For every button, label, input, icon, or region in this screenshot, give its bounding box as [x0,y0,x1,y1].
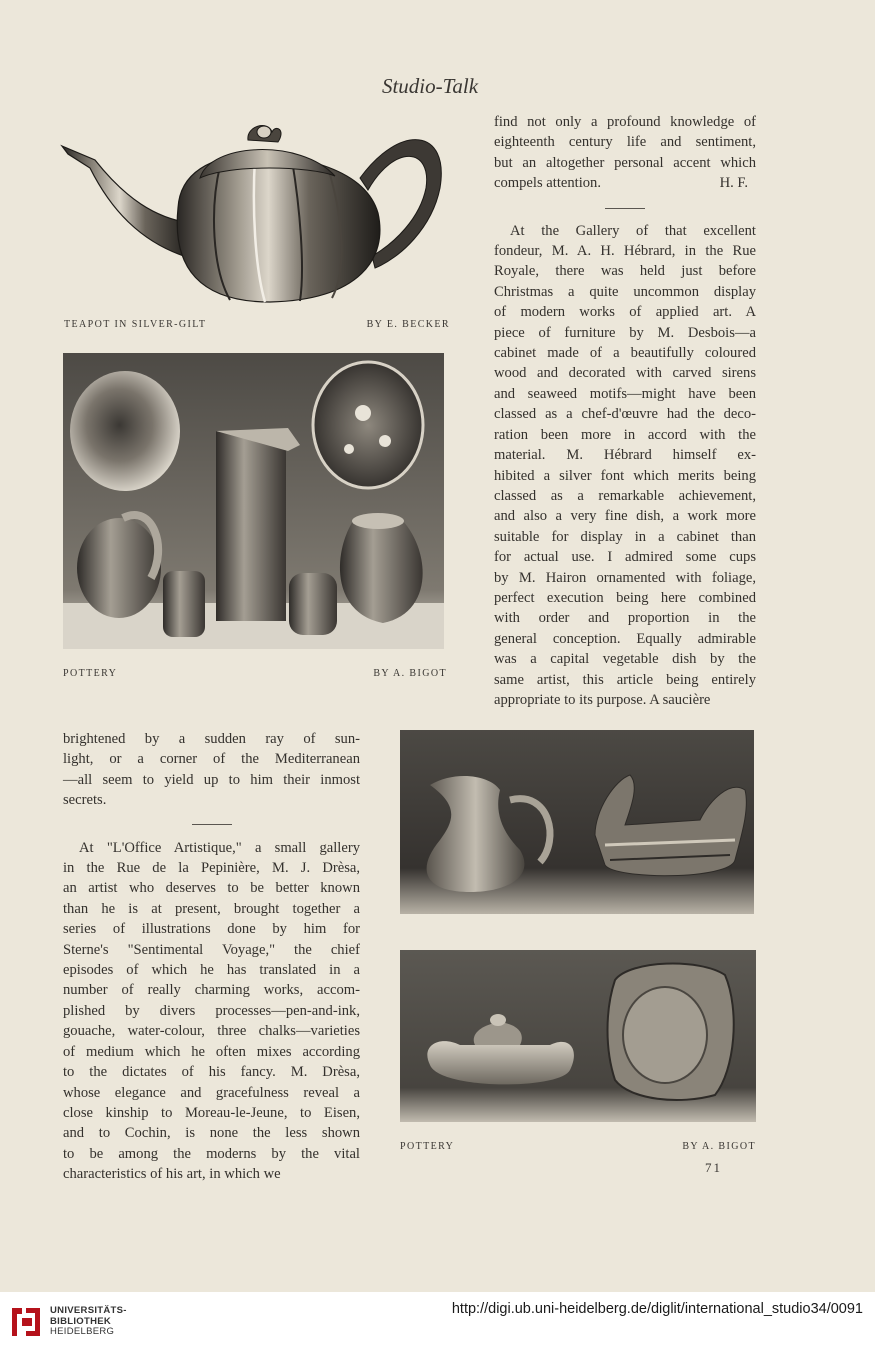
teapot-figure [60,118,450,333]
pottery-group-caption-right: BY A. BIGOT [373,668,447,679]
text-line: appropriate to its purpose. A saucière [494,691,711,708]
text-line: secrets. [63,792,107,809]
running-title: Studio-Talk [381,74,479,98]
teapot-image [60,118,450,308]
text-line: whose elegance and gracefulness reveal a [63,1084,360,1101]
text-line: wood and decorated with carved sirens [494,365,756,382]
text-line: material. M. Hébrard himself ex- [494,447,756,464]
text-line: of modern works of applied art. A [494,304,756,321]
text-line: than he is at present, brought together a [63,900,360,917]
text-line: Royale, there was held just before [494,263,756,280]
pottery-pair-figure [400,730,756,1160]
text-line: to the dictates of his fancy. M. Drèsa, [63,1064,360,1081]
text-line: and also a very fine dish, a work more [494,508,756,525]
text-line: At the Gallery of that excellent [510,222,756,239]
text-line: find not only a profound knowledge of [494,114,756,130]
teapot-caption-right: BY E. BECKER [366,319,450,330]
dresa-paragraph [63,838,360,1185]
page-number: 71 [705,1160,722,1175]
section-divider [605,208,645,209]
library-name-line: UNIVERSITÄTS- [50,1305,127,1316]
intro-paragraph [494,112,756,194]
text-line: At "L'Office Artistique," a small gallery [79,839,360,856]
section-divider-left [192,824,232,825]
author-signature: H. F. [719,175,748,192]
teapot-caption-left: TEAPOT IN SILVER-GILT [64,319,207,330]
text-line: and to Cochin, is none the less shown [63,1125,360,1142]
pottery-jug-basket-photo [400,730,754,914]
text-line: perfect execution being here combined [494,589,756,606]
jug-basket-image [400,730,754,914]
text-line: classed as a chef-d'œuvre had the deco- [494,406,756,423]
pottery-group-figure [63,353,447,685]
text-line: cabinet made of a beautifully coloured [494,345,756,362]
text-line: for actual use. I admired some cups [494,549,756,566]
pottery-bowl-dish-photo [400,950,756,1122]
text-line: same artist, this article being entirely [494,671,756,688]
text-line: fondeur, M. A. H. Hébrard, in the Rue [494,243,756,260]
text-line: with order and proportion in the [494,610,756,627]
text-line: piece of furniture by M. Desbois—a [494,324,756,341]
text-line: general conception. Equally admirable [494,630,756,647]
text-line: brightened by a sudden ray of sun- [63,731,360,747]
library-name-line: BIBLIOTHEK [50,1315,112,1327]
text-line: Sterne's "Sentimental Voyage," the chief [63,941,360,958]
pottery-pair-caption-left: POTTERY [400,1141,455,1152]
text-line: series of illustrations done by him for [63,921,360,938]
text-line: ration been more in accord with the [494,426,756,443]
sunlight-paragraph [63,729,360,811]
hebrard-paragraph [494,221,756,711]
library-name [50,1306,127,1338]
left-column-text [63,729,360,1185]
right-column-text [494,112,756,710]
text-line: number of really charming works, accom- [63,982,360,999]
pottery-group-caption-left: POTTERY [63,668,118,679]
text-line: episodes of which he has translated in a [63,962,360,979]
text-line: suitable for display in a cabinet than [494,528,756,545]
text-line: plished by divers processes—pen-and-ink, [63,1002,360,1019]
pottery-group-photo [63,353,444,649]
text-line: compels attention. [494,175,601,192]
text-line: but an altogether personal accent which [494,154,756,171]
pottery-group-image [63,353,444,649]
text-line: —all seem to yield up to him their inmost [63,771,360,788]
text-line: light, or a corner of the Mediterranean [63,751,360,768]
text-line: classed as a remarkable achievement, [494,487,756,504]
text-line: an artist who deserves to be better known [63,880,360,897]
bowl-dish-image [400,950,756,1122]
text-line: gouache, water-colour, three chalks—varieties [63,1023,360,1040]
text-line: hibited a silver font which merits being [494,467,756,484]
library-logo-icon [8,1304,44,1340]
pottery-pair-caption-right: BY A. BIGOT [682,1141,756,1152]
text-line: Christmas a quite uncommon display [494,283,756,300]
permalink-url[interactable]: http://digi.ub.uni-heidelberg.de/diglit/international_studio34/0091 [451,1301,863,1317]
text-line: and seaweed motifs—might have been [494,385,756,402]
text-line: eighteenth century life and sentiment, [494,134,756,151]
text-line: characteristics of his art, in which we [63,1166,281,1183]
text-line: in the Rue de la Pepinière, M. J. Drèsa, [63,860,360,877]
text-line: to be among the moderns by the vital [63,1145,360,1162]
library-name-line: HEIDELBERG [50,1326,115,1337]
text-line: was a capital vegetable dish by the [494,651,756,668]
text-line: of medium which he often mixes according [63,1043,360,1060]
text-line: by M. Hairon ornamented with foliage, [494,569,756,586]
text-line: close kinship to Moreau-le-Jeune, to Eisen, [63,1104,360,1121]
